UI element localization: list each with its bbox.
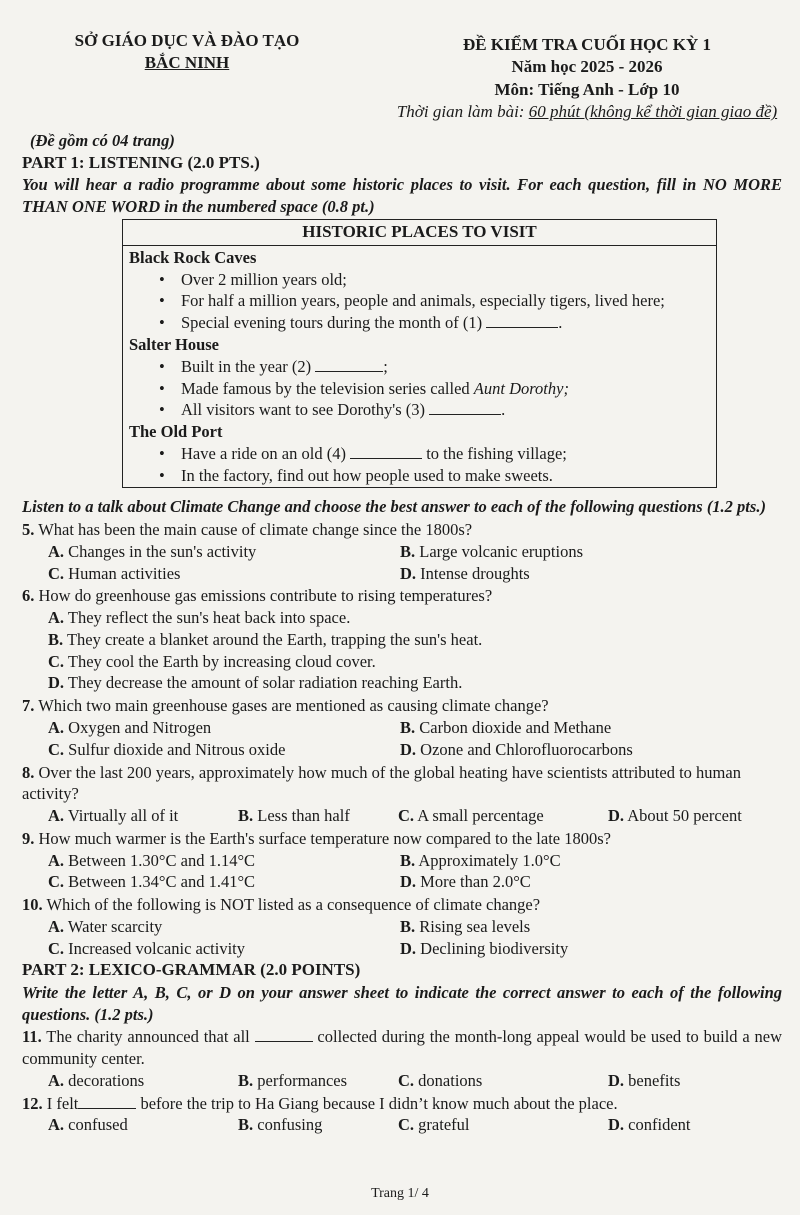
page-count-note: (Đề gồm có 04 trang) [30,130,175,150]
option-b[interactable]: B. Rising sea levels [400,916,531,936]
option-d[interactable]: D. They decrease the amount of solar radiation reaching Earth. [48,673,463,693]
option-c[interactable]: C. Human activities [48,563,181,583]
option-b[interactable]: B. They create a blanket around the Earth, trapping the sun's heat. [48,629,483,649]
department-name: SỞ GIÁO DỤC VÀ ĐÀO TẠO [74,31,300,50]
answer-blank-1[interactable] [486,327,558,328]
answer-blank-12[interactable] [78,1108,136,1109]
school-year: Năm học 2025 - 2026 [511,57,663,77]
detail-item: • For half a million years, people and animals, especially tigers, lived here; [129,290,710,312]
page-number: Trang 1/ 4 [371,1185,429,1201]
option-a[interactable]: A. decorations [48,1070,145,1090]
option-b[interactable]: B. confusing [238,1115,323,1135]
detail-item: • Made famous by the television series called Aunt Dorothy; [129,378,710,400]
option-a[interactable]: A. Between 1.30°C and 1.14°C [48,850,256,870]
option-d[interactable]: D. benefits [608,1070,681,1090]
place-heading: The Old Port [129,422,223,442]
question-10: 10. Which of the following is NOT listed as a consequence of climate change? A. Water scarcity B. Rising sea levels C. Increased volcanic activity D. Declining biodiversity [22,894,782,959]
part1-title: PART 1: LISTENING (2.0 PTS.) [22,152,260,172]
place-heading: Black Rock Caves [129,247,257,267]
option-a[interactable]: A. confused [48,1115,128,1135]
option-c[interactable]: C. donations [398,1070,483,1090]
options [22,541,782,585]
option-a[interactable]: A. Changes in the sun's activity [48,541,257,561]
option-a[interactable]: A. Water scarcity [48,916,163,936]
part2-title: PART 2: LEXICO-GRAMMAR (2.0 POINTS) [22,960,361,980]
option-d[interactable]: D. More than 2.0°C [400,872,531,892]
option-c[interactable]: C. A small percentage [398,806,544,826]
question-9: 9. How much warmer is the Earth's surface temperature now compared to the late 1800s? A. Between 1.30°C and 1.14°C B. Approximately 1.0°C C. Between 1.34°C and 1.41°C D. More than 2.0°C [22,828,782,893]
place-heading: Salter House [129,334,219,354]
options [22,916,782,960]
option-d[interactable]: D. About 50 percent [608,806,742,826]
exam-info-block [392,20,782,124]
option-a[interactable]: A. Oxygen and Nitrogen [48,718,212,737]
question-6: 6. How do greenhouse gas emissions contribute to rising temperatures? A. They reflect the sun's heat back into space. B. They create a blanket around the Earth, trapping the sun's heat. C. They cool the Earth by increasing cloud cover. D. They decrease the amount of solar radiation reaching Earth. [22,585,782,694]
option-d[interactable]: D. Intense droughts [400,563,530,583]
detail-item: • In the factory, find out how people used to make sweets. [129,465,710,487]
part2-instruction: Write the letter A, B, C, or D on your answer sheet to indicate the correct answer to each of the following questions. (1.2 pts.) [22,982,782,1024]
question-5: 5. What has been the main cause of climate change since the 1800s? A. Changes in the sun's activity B. Large volcanic eruptions C. Human activities D. Intense droughts [22,519,782,584]
options [22,1070,782,1092]
answer-blank-4[interactable] [350,458,422,459]
option-a[interactable]: A. Virtually all of it [48,806,179,826]
detail-item: • Special evening tours during the month of (1) . [129,312,710,334]
time-limit: Thời gian làm bài: 60 phút (không kể thời gian giao đề) [396,102,778,122]
place-details [129,269,710,334]
question-8: 8. Over the last 200 years, approximately how much of the global heating have scientists attributed to human activity? A. Virtually all of it B. Less than half C. A small percentage D. About 50 percent [22,762,782,827]
options [22,805,782,827]
option-c[interactable]: C. Increased volcanic activity [48,938,245,958]
option-c[interactable]: C. grateful [398,1115,470,1135]
options [22,717,782,761]
place-details [129,356,710,421]
option-b[interactable]: B. Large volcanic eruptions [400,541,583,561]
place-details [129,443,710,487]
options [22,1114,782,1136]
question-12: 12. I felt before the trip to Ha Giang because I didn’t know much about the place. A. confused B. confusing C. grateful D. confident [22,1093,782,1137]
option-c[interactable]: C. Between 1.34°C and 1.41°C [48,872,256,892]
option-c[interactable]: C. Sulfur dioxide and Nitrous oxide [48,739,286,759]
option-d[interactable]: D. Declining biodiversity [400,938,569,958]
options [22,850,782,894]
historic-places-table [122,219,717,488]
question-11: 11. The charity announced that all collected during the month-long appeal would be used to build a new community center. A. decorations B. performances C. donations D. benefits [22,1027,783,1090]
detail-item: • Over 2 million years old; [129,269,710,291]
province-name: BẮC NINH [144,53,230,73]
department-block [22,20,352,124]
option-b[interactable]: B. performances [238,1070,348,1090]
part1-instruction-2: Listen to a talk about Climate Change and choose the best answer to each of the following questions (1.2 pts.) [22,497,766,517]
table-body [123,245,717,487]
exam-header [22,20,782,124]
option-b[interactable]: B. Approximately 1.0°C [400,850,561,870]
detail-item: • Have a ride on an old (4) to the fishing village; [129,443,710,465]
part1-instruction: You will hear a radio programme about some historic places to visit. For each question, fill in NO MORE THAN ONE WORD in the numbered space (0.8 pt.) [22,174,782,216]
question-7: 7. Which two main greenhouse gases are mentioned as causing climate change? A. Oxygen and Nitrogen B. Carbon dioxide and Methane C. Sulfur dioxide and Nitrous oxide D. Ozone and Chlorofluorocarbons [22,695,782,760]
option-c[interactable]: C. They cool the Earth by increasing cloud cover. [48,651,376,671]
detail-item: • Built in the year (2) ; [129,356,710,378]
option-d[interactable]: D. Ozone and Chlorofluorocarbons [400,739,633,759]
option-a[interactable]: A. They reflect the sun's heat back into space. [48,608,351,628]
option-b[interactable]: B. Carbon dioxide and Methane [400,718,612,737]
answer-blank-3[interactable] [429,414,501,415]
option-b[interactable]: B. Less than half [238,806,350,826]
option-d[interactable]: D. confident [608,1115,691,1135]
table-title: HISTORIC PLACES TO VISIT [123,220,717,245]
answer-blank-11[interactable] [255,1041,313,1042]
detail-item: • All visitors want to see Dorothy's (3) . [129,399,710,421]
subject: Môn: Tiếng Anh - Lớp 10 [494,79,680,99]
answer-blank-2[interactable] [315,371,383,372]
exam-title: ĐỀ KIỂM TRA CUỐI HỌC KỲ 1 [462,35,712,54]
